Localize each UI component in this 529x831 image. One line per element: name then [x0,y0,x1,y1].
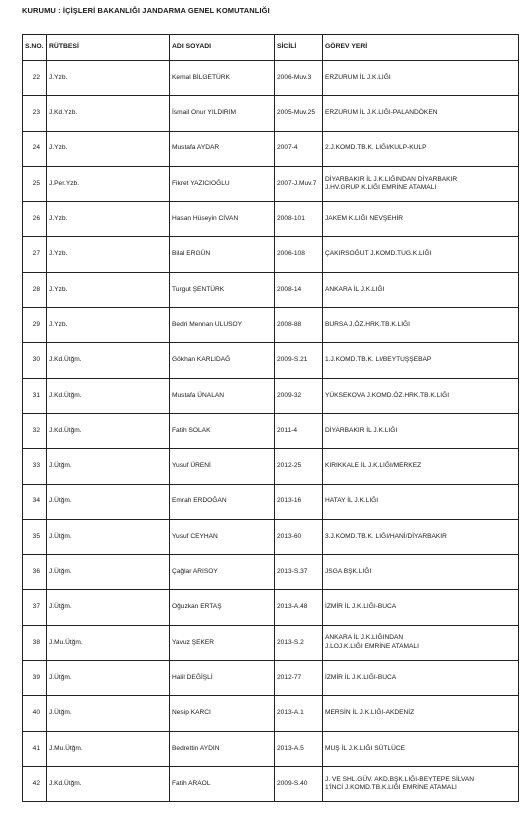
table-row [23,449,519,484]
cell-rutbe: J.Mu.Ütğm. [47,731,170,766]
cell-sno: 41 [23,731,47,766]
table-row [23,519,519,554]
cell-gorev-yeri: BURSA J.ÖZ.HRK.TB.K.LIĞI [323,308,519,343]
cell-rutbe: J.Ütğm. [47,696,170,731]
cell-sno: 23 [23,96,47,131]
cell-ad-soyad: Fatih ARAOL [170,766,275,801]
cell-sicil: 2012-77 [275,661,323,696]
cell-ad-soyad: Hasan Hüseyin CİVAN [170,202,275,237]
cell-ad-soyad: Kemal BİLGETÜRK [170,61,275,96]
cell-rutbe: J.Kd.Ütğm. [47,343,170,378]
table-row [23,272,519,307]
table-row [23,343,519,378]
cell-rutbe: J.Yzb. [47,237,170,272]
cell-gorev-yeri: JAKEM K.LIĞI NEVŞEHİR [323,202,519,237]
cell-rutbe: J.Ütğm. [47,555,170,590]
table-row [23,237,519,272]
cell-gorev-yeri: KIRIKKALE İL J.K.LIĞI/MERKEZ [323,449,519,484]
cell-sicil: 2012-25 [275,449,323,484]
cell-sno: 29 [23,308,47,343]
cell-gorev-yeri: ERZURUM İL J.K.LIĞI-PALANDÖKEN [323,96,519,131]
cell-sicil: 2008-88 [275,308,323,343]
cell-sno: 31 [23,378,47,413]
cell-gorev-yeri: ERZURUM İL J.K.LIĞI [323,61,519,96]
cell-gorev-yeri: DİYARBAKIR İL J.K.LIĞI [323,413,519,448]
cell-sno: 28 [23,272,47,307]
cell-rutbe: J.Ütğm. [47,661,170,696]
cell-ad-soyad: Yusuf ÜRENİ [170,449,275,484]
cell-ad-soyad: Gökhan KARLIDAĞ [170,343,275,378]
cell-sicil: 2013-60 [275,519,323,554]
table-row [23,696,519,731]
cell-gorev-yeri: J. VE SHL.GÜV. AKD.BŞK.LIĞI-BEYTEPE SİLVAN 1'İNCİ J.KOMD.TB.K.LIĞI EMRİNE ATAMALI [323,766,519,801]
cell-gorev-yeri: 2.J.KOMD.TB.K. LIĞI/KULP-KULP [323,131,519,166]
cell-ad-soyad: Turgut ŞENTÜRK [170,272,275,307]
cell-rutbe: J.Ütğm. [47,519,170,554]
cell-gorev-yeri: İZMİR İL J.K.LIĞI-BUCA [323,590,519,625]
table-header-row [23,35,519,61]
cell-sicil: 2013-A.48 [275,590,323,625]
cell-sno: 37 [23,590,47,625]
cell-rutbe: J.Yzb. [47,308,170,343]
cell-sno: 38 [23,625,47,660]
cell-sno: 40 [23,696,47,731]
cell-ad-soyad: Fatih SOLAK [170,413,275,448]
cell-gorev-yeri: JSGA BŞK.LIĞI [323,555,519,590]
cell-sno: 42 [23,766,47,801]
cell-rutbe: J.Kd.Ütğm. [47,378,170,413]
cell-sno: 22 [23,61,47,96]
column-header-gorev-yeri: GÖREV YERİ [323,35,519,61]
cell-sicil: 2008-101 [275,202,323,237]
cell-ad-soyad: Fikret YAZICIOĞLU [170,166,275,201]
column-header-rutbe: RÜTBESİ [47,35,170,61]
table-row [23,131,519,166]
cell-rutbe: J.Yzb. [47,202,170,237]
cell-ad-soyad: Yavuz ŞEKER [170,625,275,660]
cell-gorev-yeri: ANKARA İL J.K.LIĞINDAN J.LOJ.K.LIĞI EMRİNE ATAMALI [323,625,519,660]
cell-gorev-yeri: 1.J.KOMD.TB.K. LI/BEYTUŞŞEBAP [323,343,519,378]
cell-sicil: 2013-S.2 [275,625,323,660]
cell-ad-soyad: Oğuzkan ERTAŞ [170,590,275,625]
cell-gorev-yeri: İZMİR İL J.K.LIĞI-BUCA [323,661,519,696]
cell-sicil: 2011-4 [275,413,323,448]
cell-sicil: 2006-108 [275,237,323,272]
cell-sno: 33 [23,449,47,484]
personnel-table [22,34,519,802]
cell-ad-soyad: İsmail Onur YILDIRIM [170,96,275,131]
table-row [23,166,519,201]
cell-sno: 26 [23,202,47,237]
cell-gorev-yeri: MERSİN İL J.K.LIĞI-AKDENİZ [323,696,519,731]
cell-ad-soyad: Emrah ERDOĞAN [170,484,275,519]
cell-rutbe: J.Kd.Yzb. [47,96,170,131]
cell-ad-soyad: Mustafa ÜNALAN [170,378,275,413]
cell-sno: 25 [23,166,47,201]
cell-ad-soyad: Bilal ERGÜN [170,237,275,272]
cell-rutbe: J.Ütğm. [47,590,170,625]
cell-rutbe: J.Ütğm. [47,484,170,519]
table-row [23,308,519,343]
column-header-sicil: SİCİLİ [275,35,323,61]
cell-gorev-yeri: 3.J.KOMD.TB.K. LIĞI/HANİ/DİYARBAKIR [323,519,519,554]
cell-rutbe: J.Mu.Ütğm. [47,625,170,660]
cell-ad-soyad: Halil DEĞİŞLİ [170,661,275,696]
cell-sicil: 2013-16 [275,484,323,519]
cell-gorev-yeri: ÇAKIRSOĞUT J.KOMD.TUG.K.LIĞI [323,237,519,272]
cell-ad-soyad: Mustafa AYDAR [170,131,275,166]
cell-rutbe: J.Yzb. [47,61,170,96]
cell-gorev-yeri: YÜKSEKOVA J.KOMD.ÖZ.HRK.TB.K.LIĞI [323,378,519,413]
cell-sicil: 2013-S.37 [275,555,323,590]
cell-gorev-yeri: HATAY İL J.K.LIĞI [323,484,519,519]
cell-sicil: 2008-14 [275,272,323,307]
cell-ad-soyad: Yusuf CEYHAN [170,519,275,554]
cell-rutbe: J.Kd.Ütğm. [47,413,170,448]
cell-sicil: 2009-S.21 [275,343,323,378]
cell-sno: 30 [23,343,47,378]
table-row [23,625,519,660]
table-row [23,731,519,766]
cell-sicil: 2006-Muv.3 [275,61,323,96]
cell-sno: 34 [23,484,47,519]
cell-gorev-yeri: DİYARBAKIR İL J.K.LIĞINDAN DİYARBAKIR J.HV.GRUP K.LIĞI EMRİNE ATAMALI [323,166,519,201]
cell-sicil: 2013-A.1 [275,696,323,731]
cell-sicil: 2007-4 [275,131,323,166]
cell-sno: 27 [23,237,47,272]
cell-sno: 32 [23,413,47,448]
cell-rutbe: J.Yzb. [47,131,170,166]
cell-sno: 39 [23,661,47,696]
cell-sno: 35 [23,519,47,554]
table-row [23,202,519,237]
cell-sicil: 2013-A.5 [275,731,323,766]
cell-ad-soyad: Bedri Mennan ULUSOY [170,308,275,343]
cell-sno: 24 [23,131,47,166]
table-row [23,413,519,448]
cell-sno: 36 [23,555,47,590]
cell-rutbe: J.Per.Yzb. [47,166,170,201]
document-title: KURUMU : İÇİŞLERİ BAKANLIĞI JANDARMA GENEL KOMUTANLIĞI [22,6,270,15]
column-header-sno: S.NO. [23,35,47,61]
table-row [23,766,519,801]
cell-ad-soyad: Çağlar ARISOY [170,555,275,590]
cell-rutbe: J.Ütğm. [47,449,170,484]
cell-rutbe: J.Kd.Ütğm. [47,766,170,801]
cell-ad-soyad: Bedrettin AYDIN [170,731,275,766]
table-row [23,484,519,519]
table-row [23,61,519,96]
cell-sicil: 2005-Muv.25 [275,96,323,131]
cell-sicil: 2009-S.40 [275,766,323,801]
cell-sicil: 2007-J.Muv.7 [275,166,323,201]
table-row [23,590,519,625]
cell-gorev-yeri: MUŞ İL J.K.LIĞI SÜTLÜCE [323,731,519,766]
column-header-ad-soyad: ADI SOYADI [170,35,275,61]
table-row [23,378,519,413]
cell-ad-soyad: Nesip KARCI [170,696,275,731]
cell-sicil: 2009-32 [275,378,323,413]
cell-gorev-yeri: ANKARA İL J.K.LIĞI [323,272,519,307]
table-row [23,96,519,131]
cell-rutbe: J.Yzb. [47,272,170,307]
table-row [23,661,519,696]
table-row [23,555,519,590]
